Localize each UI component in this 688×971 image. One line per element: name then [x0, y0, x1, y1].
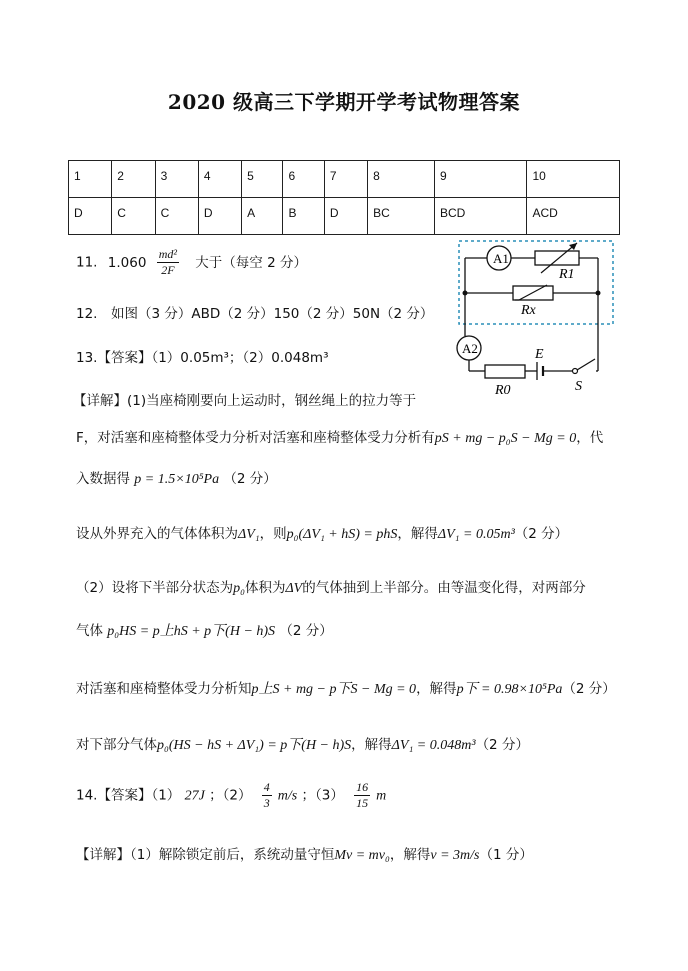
a2-label: A2 [462, 341, 478, 356]
fraction-numerator: md² [158, 247, 177, 261]
q13-detail-7 [76, 677, 616, 698]
q11-value: 1.060 [107, 254, 147, 271]
q14-answer [76, 780, 386, 811]
table-cell: C [112, 198, 155, 235]
equation: ΔV [285, 581, 303, 596]
q13-answer: 13.【答案】（1）0.05m³；（2）0.048m³ [76, 350, 329, 366]
text-span: 14.【答案】（1） [76, 787, 181, 804]
q11-fraction [157, 247, 179, 278]
q13-detail-2 [76, 426, 603, 447]
equation: v = 3m/s [430, 848, 480, 863]
text-span: ，则 [259, 526, 287, 542]
table-cell: D [198, 198, 241, 235]
text-span: ；（3） [301, 787, 344, 804]
table-row-numbers [69, 161, 620, 198]
s-label: S [575, 379, 582, 394]
unit: m/s [277, 788, 298, 804]
equation: p₀ [233, 581, 245, 596]
table-cell: 4 [198, 161, 241, 198]
equation: ΔV₁ = 0.048m³ [391, 738, 476, 753]
circuit-diagram [455, 238, 617, 398]
equation: ΔV₁ = 0.05m³ [437, 527, 515, 542]
q11-number: 11. [76, 254, 98, 271]
equation: p上S + mg − p下S − Mg = 0 [251, 682, 417, 697]
text-span: 的气体抽到上半部分。由等温变化得，对两部分 [302, 580, 586, 596]
answer-fraction [262, 780, 272, 811]
answer-table [68, 160, 620, 235]
switch-icon [573, 369, 578, 374]
table-cell: 1 [69, 161, 112, 198]
text-span: ，解得 [416, 681, 457, 697]
table-cell: BCD [434, 198, 526, 235]
equation: pS + mg − p₀S − Mg = 0 [434, 431, 577, 446]
text-span: ，解得 [397, 526, 438, 542]
text-span: 对活塞和座椅整体受力分析知 [76, 681, 252, 697]
equation: p₀HS = p上hS + p下(H − h)S [107, 624, 276, 639]
table-cell: 8 [368, 161, 435, 198]
table-cell: 6 [283, 161, 324, 198]
text-span: 气体 [76, 623, 103, 639]
text-span: ，解得 [389, 847, 431, 863]
text-span: （2）设将下半部分状态为 [76, 580, 234, 596]
e-label: E [535, 347, 544, 362]
q11-tail: 大于（每空 2 分） [195, 254, 307, 271]
fraction-numerator: 4 [263, 780, 270, 794]
equation: Mv = mv₀ [334, 848, 390, 863]
table-cell: C [155, 198, 198, 235]
answer-value: 27J [184, 788, 205, 804]
resistor-r1-icon [535, 251, 579, 265]
rx-label: Rx [521, 303, 536, 318]
unit: m [376, 788, 387, 804]
equation: p₀(HS − hS + ΔV₁) = p下(H − h)S [157, 738, 352, 753]
table-cell: 3 [155, 161, 198, 198]
text-span: 体积为 [244, 580, 286, 596]
text-span: （2 分） [514, 526, 569, 542]
r0-label: R0 [495, 383, 511, 398]
text-span: 【详解】（1）解除锁定前后，系统动量守恒 [76, 847, 335, 863]
table-cell: 2 [112, 161, 155, 198]
page-title: 2020 级高三下学期开学考试物理答案 [167, 90, 521, 114]
fraction-denominator: 2F [161, 263, 175, 277]
fraction-denominator: 15 [356, 796, 369, 810]
text-span: ，解得 [351, 737, 392, 753]
text-span: （1 分） [479, 847, 533, 863]
q13-detail-6 [76, 619, 333, 640]
text-span: 入数据得 [76, 471, 130, 487]
text-span: F，对活塞和座椅整体受力分析对活塞和座椅整体受力分析有 [76, 430, 435, 446]
a1-label: A1 [493, 251, 509, 266]
fraction-numerator: 16 [356, 780, 369, 794]
table-row-answers [69, 198, 620, 235]
table-cell: 5 [242, 161, 283, 198]
q13-detail-3 [76, 467, 277, 488]
table-cell: 10 [527, 161, 620, 198]
q13-detail-4 [76, 522, 568, 543]
table-cell: 9 [434, 161, 526, 198]
text-span: （2 分） [562, 681, 616, 697]
table-cell: D [324, 198, 367, 235]
text-span: （2 分） [223, 471, 277, 487]
fraction-denominator: 3 [263, 796, 270, 810]
equation: p = 1.5×10⁵Pa [134, 472, 220, 487]
text-span: 对下部分气体 [76, 737, 157, 753]
q13-detail-5 [76, 576, 586, 597]
table-cell: A [242, 198, 283, 235]
text-span: ，代 [576, 430, 604, 446]
q14-detail-1 [76, 843, 533, 864]
q13-detail-1: 【详解】(1)当座椅刚要向上运动时，钢丝绳上的拉力等于 [73, 393, 417, 409]
answer-fraction [354, 780, 370, 811]
text-span: ；（2） [209, 787, 252, 804]
table-cell: BC [368, 198, 435, 235]
equation: ΔV₁ [238, 527, 260, 542]
equation: p下 = 0.98×10⁵Pa [456, 682, 563, 697]
table-cell: D [69, 198, 112, 235]
q12-line: 12. 如图（3 分）ABD（2 分）150（2 分）50N（2 分） [76, 306, 434, 322]
text-span: 设从外界充入的气体体积为 [76, 526, 238, 542]
equation: p₀(ΔV₁ + hS) = phS [286, 527, 398, 542]
text-span: （2 分） [279, 623, 333, 639]
table-cell: ACD [527, 198, 620, 235]
text-span: （2 分） [475, 737, 529, 753]
r1-label: R1 [559, 267, 575, 282]
q11-line [76, 247, 307, 278]
table-cell: B [283, 198, 324, 235]
resistor-r0-icon [485, 365, 525, 378]
table-cell: 7 [324, 161, 367, 198]
q13-detail-8 [76, 733, 529, 754]
